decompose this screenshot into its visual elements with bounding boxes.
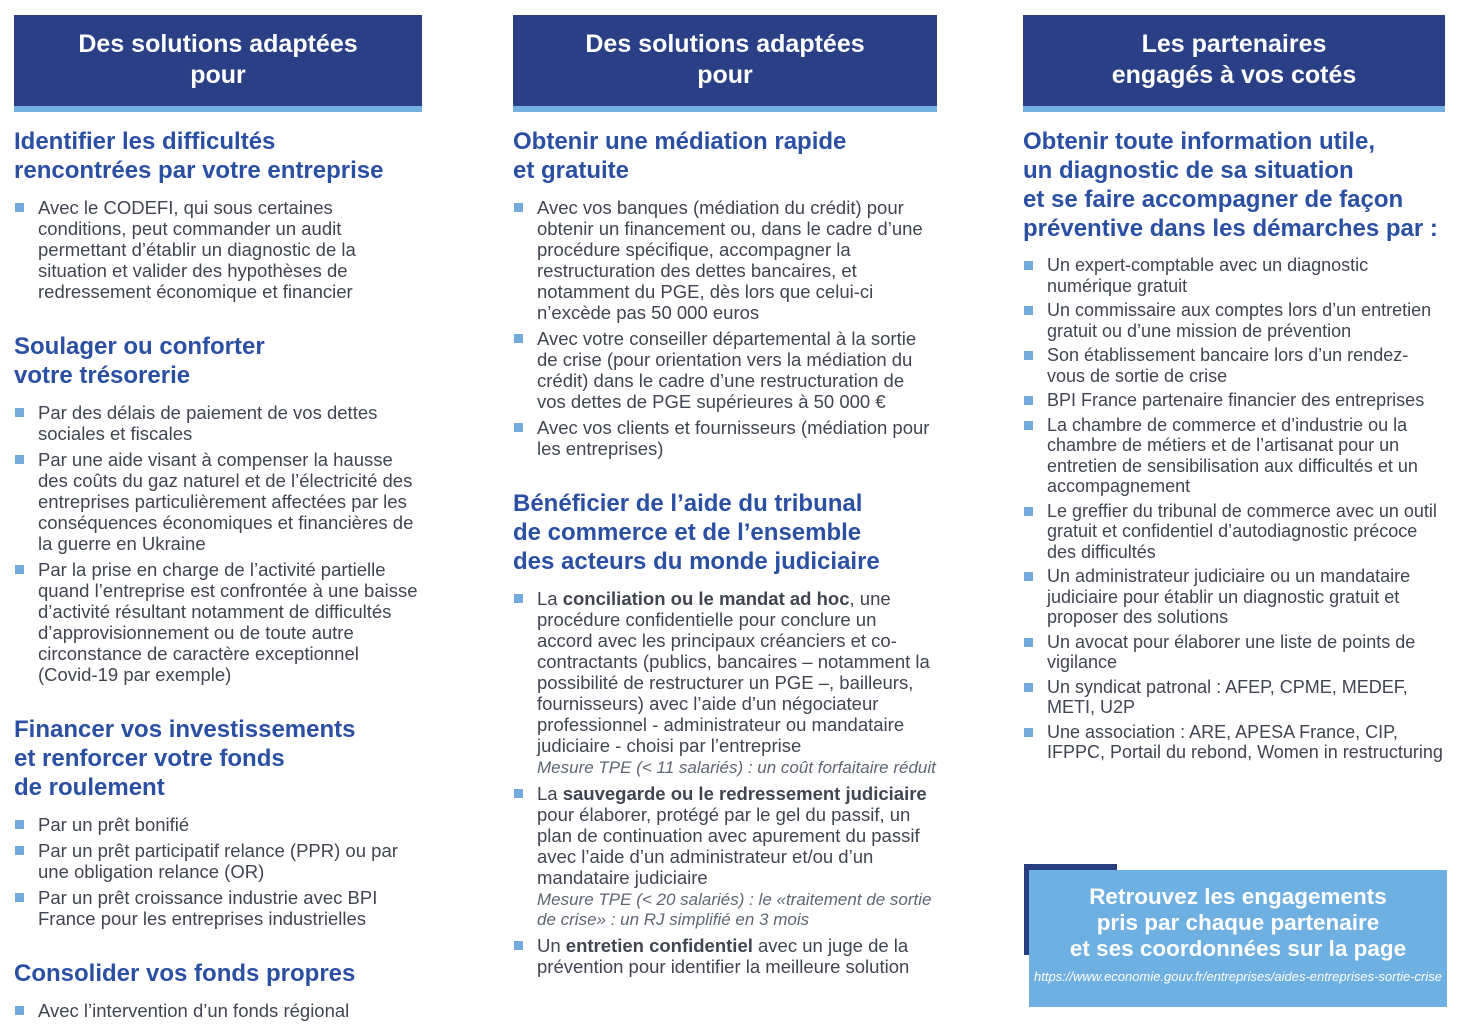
section xyxy=(14,127,422,302)
column-banner-line: pour xyxy=(190,61,246,89)
column-banner xyxy=(513,15,937,112)
bullet-square-icon xyxy=(15,893,24,902)
bullet-text: Son établissement bancaire lors d’un rendez-vous de sortie de crise xyxy=(1047,345,1409,386)
bullet-square-icon xyxy=(514,594,523,603)
bullet-item xyxy=(513,328,937,412)
bullet-text: Par la prise en charge de l’activité partielle quand l’entreprise est confrontée à une baisse d’activité résultant notamment de difficultés d’approvisionnement ou de toute autre circonstance de caractère exceptionnel (Covid-19 par exemple) xyxy=(38,559,418,685)
bullet-item xyxy=(1023,501,1445,563)
section-title xyxy=(14,332,422,390)
bullet-item xyxy=(1023,345,1445,386)
bullet-text: Un commissaire aux comptes lors d’un entretien gratuit ou d’une mission de prévention xyxy=(1047,300,1432,341)
bullet-list xyxy=(513,197,937,459)
bullet-text: Avec le CODEFI, qui sous certaines conditions, peut commander un audit permettant d’établir un diagnostic de la situation et valider des hypothèses de redressement économique et financier xyxy=(38,197,356,302)
bullet-item xyxy=(14,559,422,685)
bullet-list xyxy=(14,814,422,929)
bullet-item xyxy=(513,197,937,323)
callout-line: Retrouvez les engagements xyxy=(1089,884,1387,909)
callout-line: et ses coordonnées sur la page xyxy=(1069,936,1407,961)
bullet-item xyxy=(513,417,937,459)
bullet-square-icon xyxy=(15,455,24,464)
bullet-square-icon xyxy=(1024,306,1033,315)
section-title xyxy=(14,715,422,802)
column-banner-line: Des solutions adaptées xyxy=(78,30,358,58)
bullet-square-icon xyxy=(1024,261,1033,270)
section-title xyxy=(513,489,937,576)
section-title-line: et gratuite xyxy=(513,157,630,184)
bullet-square-icon xyxy=(1024,572,1033,581)
column-banner-line: Des solutions adaptées xyxy=(585,30,865,58)
bullet-item xyxy=(14,402,422,444)
bullet-item xyxy=(1023,415,1445,497)
bullet-item xyxy=(1023,722,1445,763)
section xyxy=(14,715,422,929)
bullet-item xyxy=(1023,566,1445,628)
callout-url-link[interactable]: https://www.economie.gouv.fr/entreprises/aides-entreprises-sortie-crise xyxy=(1034,969,1442,984)
bullet-text: Un administrateur judiciaire ou un mandataire judiciaire pour établir un diagnostic gratuit et proposer des solutions xyxy=(1047,566,1411,627)
bullet-item xyxy=(14,197,422,302)
bullet-text: Un entretien confidentiel avec un juge de la prévention pour identifier la meilleure solution xyxy=(537,935,910,977)
section xyxy=(14,332,422,685)
bullet-square-icon xyxy=(514,423,523,432)
section-title-line: Identifier les difficultés xyxy=(14,128,276,155)
column-banner-line: engagés à vos cotés xyxy=(1111,61,1357,89)
bullet-square-icon xyxy=(1024,351,1033,360)
bullet-text: Par des délais de paiement de vos dettes sociales et fiscales xyxy=(38,402,378,444)
section-title xyxy=(513,127,937,185)
section-title-line: Soulager ou conforter xyxy=(14,333,265,360)
bullet-item xyxy=(14,814,422,835)
bullet-square-icon xyxy=(514,203,523,212)
bullet-square-icon xyxy=(1024,728,1033,737)
bullet-square-icon xyxy=(1024,683,1033,692)
section-title-line: Obtenir toute information utile, xyxy=(1023,128,1375,155)
section-title-line: votre trésorerie xyxy=(14,362,191,389)
bullet-square-icon xyxy=(514,789,523,798)
section-title xyxy=(1023,127,1445,243)
bullet-square-icon xyxy=(514,334,523,343)
bullet-text: Un syndicat patronal : AFEP, CPME, MEDEF, METI, U2P xyxy=(1047,676,1408,717)
column-3 xyxy=(1023,0,1445,767)
bullet-text: Par un prêt participatif relance (PPR) ou par une obligation relance (OR) xyxy=(38,840,398,882)
bullet-text: Un avocat pour élaborer une liste de points de vigilance xyxy=(1047,631,1416,672)
column-banner xyxy=(14,15,422,112)
bullet-list xyxy=(14,1000,422,1021)
bullet-text: La conciliation ou le mandat ad hoc, une procédure confidentielle pour conclure un accord avec les principaux créanciers et co-contractants (publics, bancaires – notamment la possibilité de restructurer un PGE –, bailleurs, fournisseurs) avec l’aide d’un négociateur professionnel - administrateur ou mandataire judiciaire - choisi par l’entreprise xyxy=(537,588,930,756)
bullet-note: Mesure TPE (< 20 salariés) : le «traitement de sortie de crise» : un RJ simplifié en 3 mois xyxy=(537,890,932,929)
bullet-text: Par un prêt bonifié xyxy=(38,814,190,835)
bullet-square-icon xyxy=(1024,396,1033,405)
bullet-square-icon xyxy=(1024,421,1033,430)
section-title-line: des acteurs du monde judiciaire xyxy=(513,548,880,575)
bullet-square-icon xyxy=(15,846,24,855)
section xyxy=(513,489,937,977)
bullet-item xyxy=(14,449,422,554)
section-title-line: Consolider vos fonds propres xyxy=(14,960,356,987)
bullet-square-icon xyxy=(15,203,24,212)
bullet-square-icon xyxy=(15,408,24,417)
bullet-item xyxy=(14,840,422,882)
section xyxy=(1023,127,1445,763)
bullet-list xyxy=(14,197,422,302)
bullet-list xyxy=(1023,255,1445,763)
section-title-line: Bénéficier de l’aide du tribunal xyxy=(513,490,863,517)
section xyxy=(14,959,422,1021)
section-title-line: et renforcer votre fonds xyxy=(14,745,285,772)
callout-line: pris par chaque partenaire xyxy=(1096,910,1380,935)
bullet-text: BPI France partenaire financier des entreprises xyxy=(1047,390,1425,410)
column-2 xyxy=(513,0,937,982)
bullet-square-icon xyxy=(514,941,523,950)
section-title-line: de commerce et de l’ensemble xyxy=(513,519,862,546)
bullet-text: Avec l’intervention d’un fonds régional xyxy=(38,1000,350,1021)
section-title xyxy=(14,959,422,988)
bullet-item xyxy=(1023,390,1445,411)
column-banner-line: pour xyxy=(697,61,753,89)
bullet-text: Par un prêt croissance industrie avec BPI France pour les entreprises industrielles xyxy=(38,887,378,929)
section-title-line: préventive dans les démarches par : xyxy=(1023,215,1438,242)
bullet-item xyxy=(14,1000,422,1021)
bullet-item xyxy=(513,935,937,977)
section xyxy=(513,127,937,459)
bullet-text: Avec votre conseiller départemental à la sortie de crise (pour orientation vers la médiation du crédit) dans le cadre d’une restructuration de vos dettes de PGE supérieures à 50 000 € xyxy=(537,328,917,412)
bullet-square-icon xyxy=(1024,638,1033,647)
bullet-list xyxy=(513,588,937,977)
bullet-text: La chambre de commerce et d’industrie ou la chambre de métiers et de l’artisanat pour un entretien de sensibilisation aux difficultés et un accompagnement xyxy=(1047,414,1418,496)
bullet-text: Une association : ARE, APESA France, CIP, IFPPC, Portail du rebond, Women in restructuring xyxy=(1047,721,1443,762)
column-banner xyxy=(1023,15,1445,112)
bullet-item xyxy=(1023,300,1445,341)
section-title-line: rencontrées par votre entreprise xyxy=(14,157,384,184)
bullet-square-icon xyxy=(15,565,24,574)
bullet-item xyxy=(1023,632,1445,673)
section-title-line: Obtenir une médiation rapide xyxy=(513,128,847,155)
bullet-text: Un expert-comptable avec un diagnostic numérique gratuit xyxy=(1047,255,1369,296)
bullet-item xyxy=(1023,677,1445,718)
column-1 xyxy=(14,0,422,1026)
bullet-item xyxy=(14,887,422,929)
bullet-text: Avec vos clients et fournisseurs (médiation pour les entreprises) xyxy=(537,417,930,459)
column-banner-line: Les partenaires xyxy=(1141,30,1327,58)
bullet-item xyxy=(1023,255,1445,296)
section-title xyxy=(14,127,422,185)
bullet-square-icon xyxy=(15,820,24,829)
bullet-text: Le greffier du tribunal de commerce avec un outil gratuit et confidentiel d’autodiagnostic précoce des difficultés xyxy=(1047,500,1437,562)
section-title-line: Financer vos investissements xyxy=(14,716,356,743)
bullet-item xyxy=(513,588,937,778)
bullet-list xyxy=(14,402,422,685)
section-title-line: un diagnostic de sa situation xyxy=(1023,157,1354,184)
callout-box xyxy=(1029,870,1447,1007)
section-title-line: de roulement xyxy=(14,774,165,801)
bullet-text: Avec vos banques (médiation du crédit) pour obtenir un financement ou, dans le cadre d’une procédure spécifique, accompagner la restructuration des dettes bancaires, et notamment du PGE, dès lors que celui-ci n’excède pas 50 000 euros xyxy=(537,197,923,323)
bullet-item xyxy=(513,783,937,930)
bullet-note: Mesure TPE (< 11 salariés) : un coût forfaitaire réduit xyxy=(537,758,936,777)
bullet-text: La sauvegarde ou le redressement judiciaire pour élaborer, protégé par le gel du passif, un plan de continuation avec apurement du passif avec l’aide d’un administrateur et/ou d’un mandataire judiciaire xyxy=(537,783,927,888)
bullet-square-icon xyxy=(1024,507,1033,516)
section-title-line: et se faire accompagner de façon xyxy=(1023,186,1404,213)
bullet-square-icon xyxy=(15,1006,24,1015)
bullet-text: Par une aide visant à compenser la hausse des coûts du gaz naturel et de l’électricité des entreprises particulièrement affectées par les conséquences économiques et financières de la guerre en Ukraine xyxy=(38,449,414,554)
